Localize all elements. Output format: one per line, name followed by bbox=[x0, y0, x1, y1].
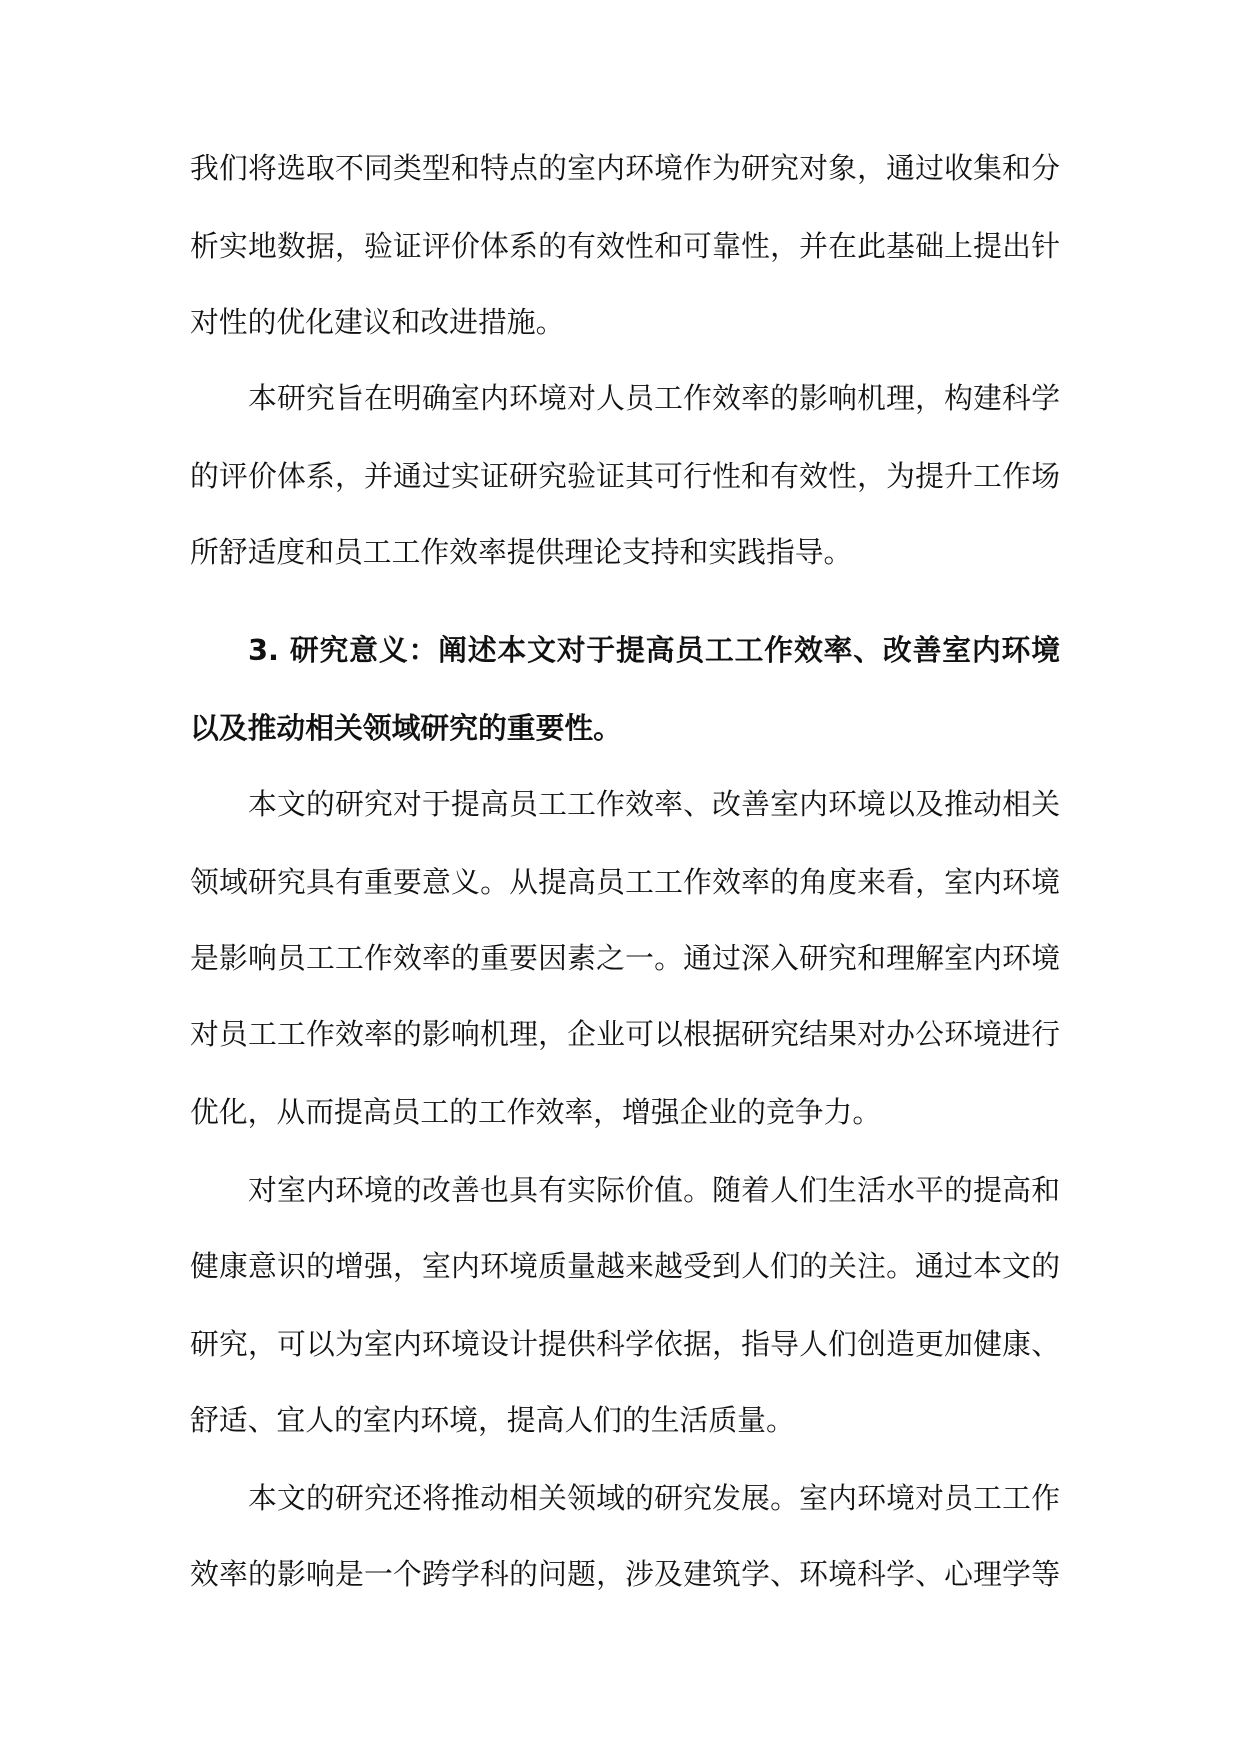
paragraph-4-line-4: 舒适、宜人的室内环境，提高人们的生活质量。 bbox=[190, 1403, 795, 1437]
paragraph-5-line-1: 本文的研究还将推动相关领域的研究发展。室内环境对员工工作 bbox=[248, 1481, 1060, 1515]
paragraph-1-line-1: 我们将选取不同类型和特点的室内环境作为研究对象，通过收集和分 bbox=[190, 151, 1060, 185]
paragraph-3-line-2: 领域研究具有重要意义。从提高员工工作效率的角度来看，室内环境 bbox=[190, 865, 1060, 899]
section-heading-line-1: 3. 研究意义：阐述本文对于提高员工工作效率、改善室内环境 bbox=[248, 633, 1060, 667]
paragraph-4-line-2: 健康意识的增强，室内环境质量越来越受到人们的关注。通过本文的 bbox=[190, 1249, 1060, 1283]
paragraph-4-line-1: 对室内环境的改善也具有实际价值。随着人们生活水平的提高和 bbox=[248, 1173, 1060, 1207]
paragraph-2-line-3: 所舒适度和员工工作效率提供理论支持和实践指导。 bbox=[190, 535, 853, 569]
paragraph-3-line-3: 是影响员工工作效率的重要因素之一。通过深入研究和理解室内环境 bbox=[190, 941, 1060, 975]
paragraph-1-line-2: 析实地数据，验证评价体系的有效性和可靠性，并在此基础上提出针 bbox=[190, 229, 1060, 263]
section-heading-line-2: 以及推动相关领域研究的重要性。 bbox=[190, 711, 622, 745]
paragraph-5-line-2: 效率的影响是一个跨学科的问题，涉及建筑学、环境科学、心理学等 bbox=[190, 1557, 1060, 1591]
paragraph-3-line-5: 优化，从而提高员工的工作效率，增强企业的竞争力。 bbox=[190, 1095, 882, 1129]
paragraph-3-line-1: 本文的研究对于提高员工工作效率、改善室内环境以及推动相关 bbox=[248, 787, 1060, 821]
paragraph-2-line-1: 本研究旨在明确室内环境对人员工作效率的影响机理，构建科学 bbox=[248, 381, 1060, 415]
paragraph-4-line-3: 研究，可以为室内环境设计提供科学依据，指导人们创造更加健康、 bbox=[190, 1327, 1060, 1361]
paragraph-1-line-3: 对性的优化建议和改进措施。 bbox=[190, 305, 565, 339]
paragraph-3-line-4: 对员工工作效率的影响机理，企业可以根据研究结果对办公环境进行 bbox=[190, 1017, 1060, 1051]
paragraph-2-line-2: 的评价体系，并通过实证研究验证其可行性和有效性，为提升工作场 bbox=[190, 459, 1060, 493]
